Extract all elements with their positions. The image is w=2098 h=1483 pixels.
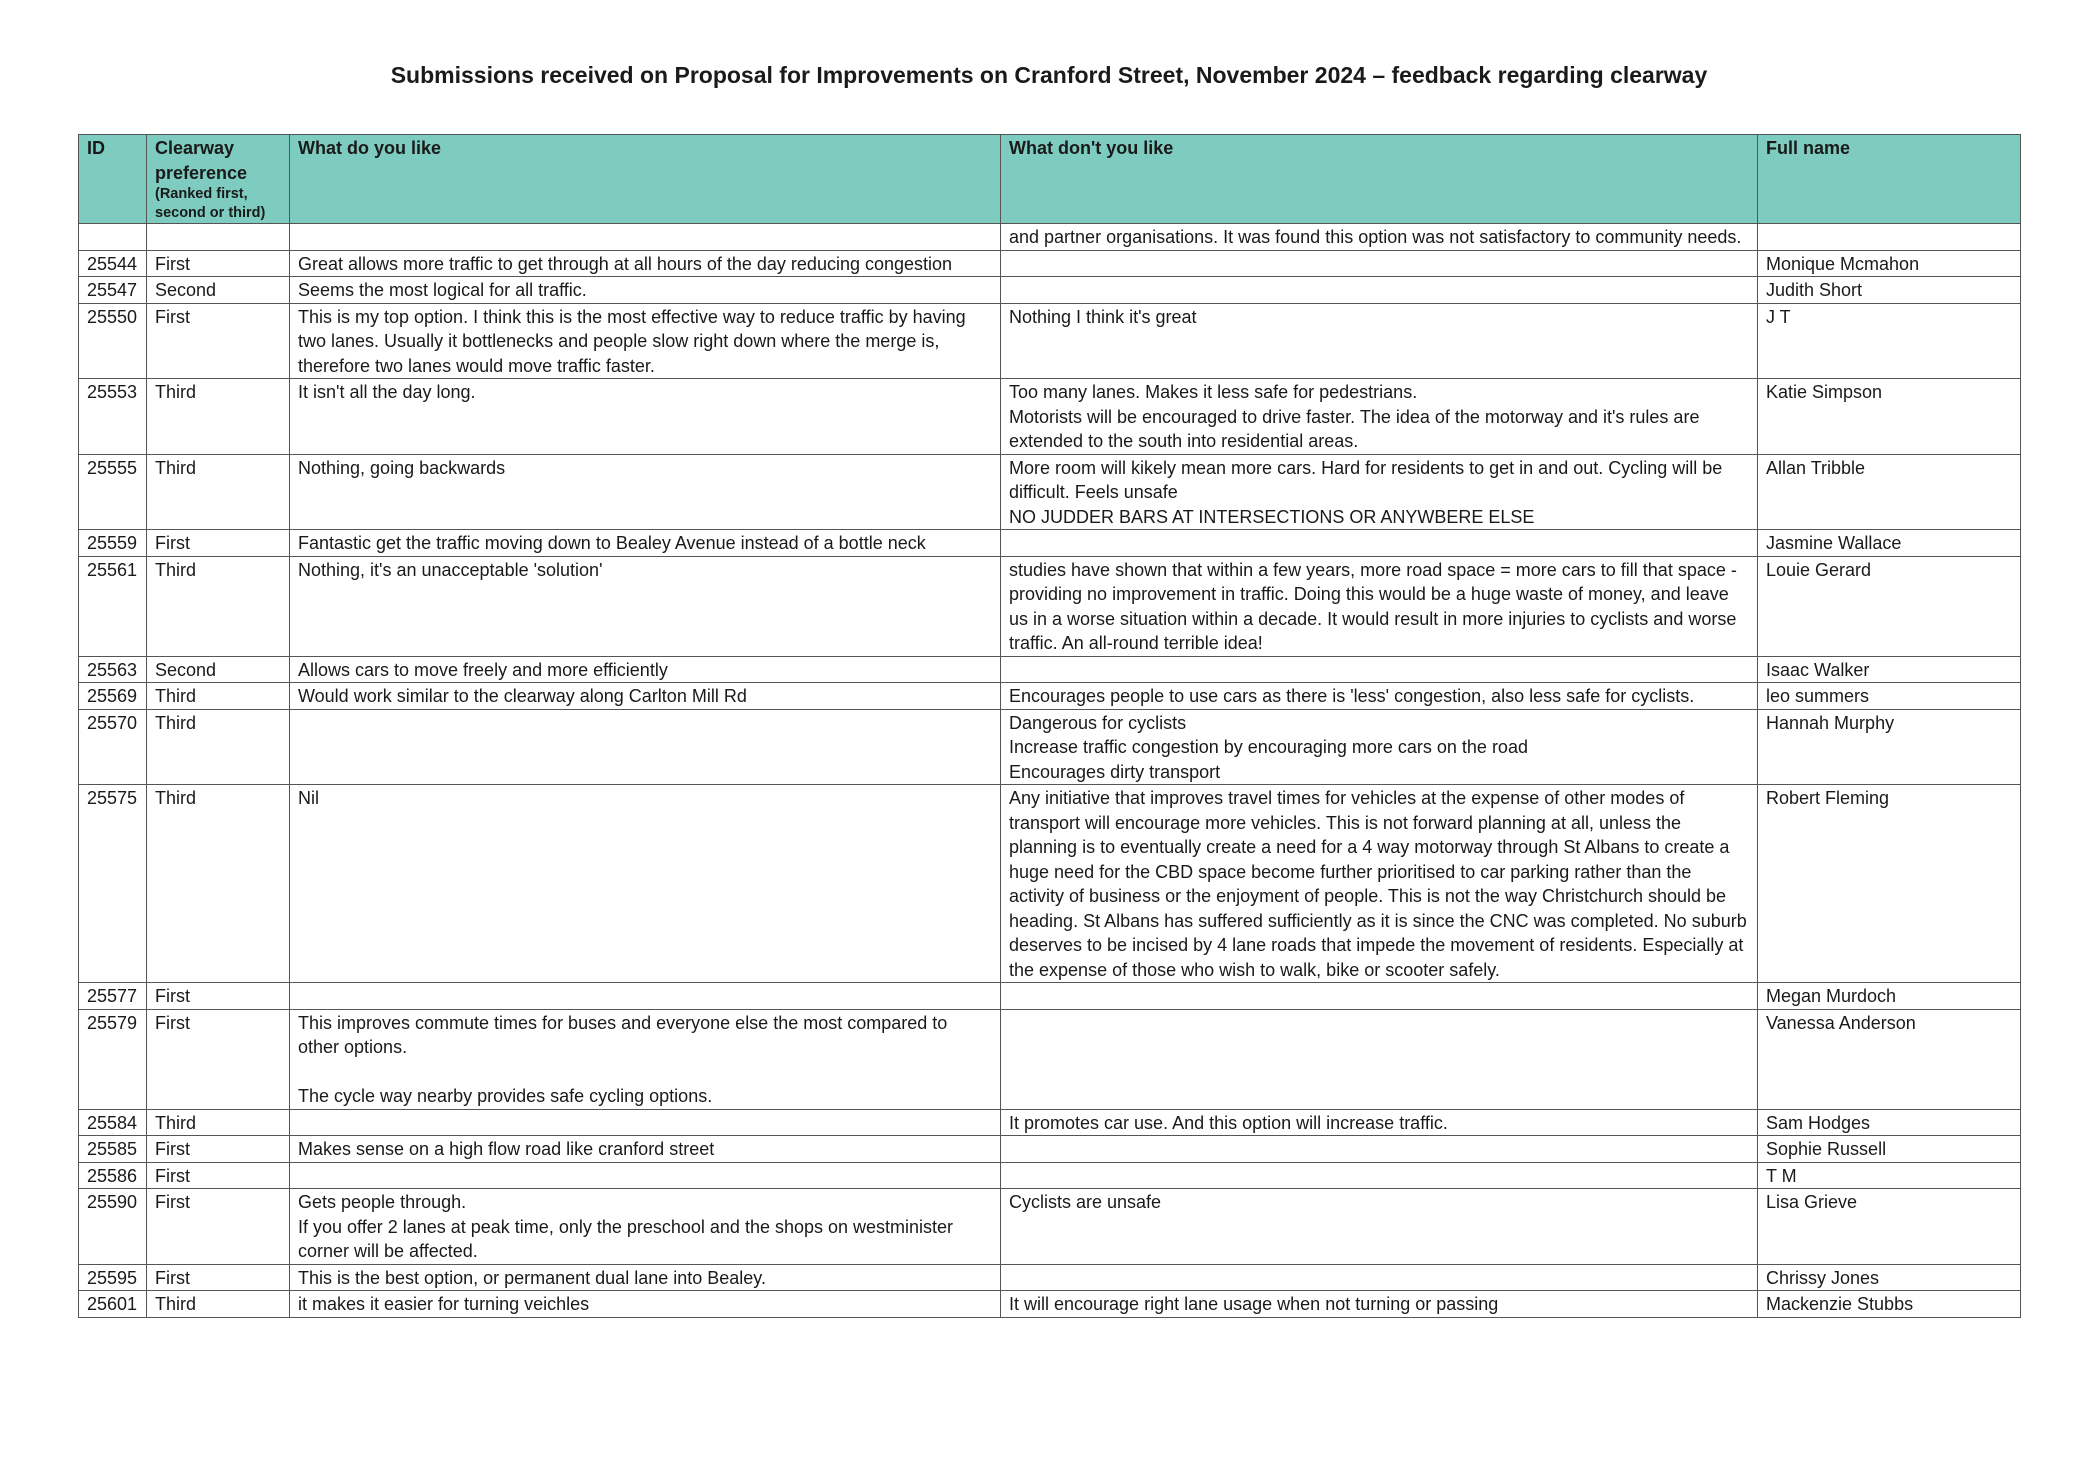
cell-like — [290, 1162, 1001, 1189]
cell-like: Would work similar to the clearway along Carlton Mill Rd — [290, 683, 1001, 710]
cell-dislike — [1001, 983, 1758, 1010]
cell-like: it makes it easier for turning veichles — [290, 1291, 1001, 1318]
cell-dislike — [1001, 656, 1758, 683]
table-header-row — [79, 135, 2021, 224]
cell-id: 25601 — [79, 1291, 147, 1318]
cell-preference: First — [147, 983, 290, 1010]
cell-id: 25577 — [79, 983, 147, 1010]
cell-like: Nothing, going backwards — [290, 454, 1001, 530]
cell-full-name: Judith Short — [1758, 277, 2021, 304]
cell-dislike — [1001, 277, 1758, 304]
cell-like — [290, 224, 1001, 251]
cell-full-name: T M — [1758, 1162, 2021, 1189]
cell-preference: Third — [147, 785, 290, 983]
cell-full-name: Mackenzie Stubbs — [1758, 1291, 2021, 1318]
table-body — [79, 224, 2021, 1318]
cell-id — [79, 224, 147, 251]
cell-id: 25569 — [79, 683, 147, 710]
cell-like: Fantastic get the traffic moving down to Bealey Avenue instead of a bottle neck — [290, 530, 1001, 557]
cell-full-name: Sophie Russell — [1758, 1136, 2021, 1163]
cell-id: 25584 — [79, 1109, 147, 1136]
cell-like: Great allows more traffic to get through at all hours of the day reducing congestion — [290, 250, 1001, 277]
cell-dislike: Any initiative that improves travel times for vehicles at the expense of other modes of transport will encourage more vehicles. This is not forward planning at all, unless the planning is to eventually create a need for a 4 way motorway through St Albans to create a huge need for the CBD space become further prioritised to car parking rather than the activity of business or the enjoyment of people. This is not the way Christchurch should be heading. St Albans has suffered sufficiently as it is since the CNC was completed. No suburb deserves to be incised by 4 lane roads that impede the movement of residents. Especially at the expense of those who wish to walk, bike or scooter safely. — [1001, 785, 1758, 983]
cell-like: Makes sense on a high flow road like cranford street — [290, 1136, 1001, 1163]
cell-id: 25544 — [79, 250, 147, 277]
header-preference-label: Clearway preference — [155, 138, 248, 183]
table-row — [79, 709, 2021, 785]
cell-full-name: Allan Tribble — [1758, 454, 2021, 530]
cell-full-name — [1758, 224, 2021, 251]
cell-full-name: Isaac Walker — [1758, 656, 2021, 683]
cell-preference: Third — [147, 556, 290, 656]
cell-like: Seems the most logical for all traffic. — [290, 277, 1001, 304]
cell-full-name: Chrissy Jones — [1758, 1264, 2021, 1291]
table-row — [79, 224, 2021, 251]
cell-full-name: Robert Fleming — [1758, 785, 2021, 983]
cell-full-name: Sam Hodges — [1758, 1109, 2021, 1136]
page-title: Submissions received on Proposal for Improvements on Cranford Street, November 2024 – feedback regarding clearway — [390, 62, 1708, 88]
cell-id: 25547 — [79, 277, 147, 304]
header-name — [1758, 135, 2021, 224]
cell-id: 25579 — [79, 1009, 147, 1109]
cell-id: 25563 — [79, 656, 147, 683]
cell-preference: Third — [147, 709, 290, 785]
cell-preference: Third — [147, 683, 290, 710]
cell-dislike: Cyclists are unsafe — [1001, 1189, 1758, 1265]
header-dislike — [1001, 135, 1758, 224]
table-row — [79, 1264, 2021, 1291]
cell-like: Nothing, it's an unacceptable 'solution' — [290, 556, 1001, 656]
cell-dislike: Nothing I think it's great — [1001, 303, 1758, 379]
cell-preference: First — [147, 1189, 290, 1265]
cell-preference: Third — [147, 1109, 290, 1136]
cell-full-name: Megan Murdoch — [1758, 983, 2021, 1010]
cell-like — [290, 1109, 1001, 1136]
cell-full-name: J T — [1758, 303, 2021, 379]
header-dislike-label: What don't you like — [1009, 138, 1174, 158]
table-row — [79, 303, 2021, 379]
cell-full-name: Katie Simpson — [1758, 379, 2021, 455]
header-like — [290, 135, 1001, 224]
cell-preference: Third — [147, 379, 290, 455]
header-id — [79, 135, 147, 224]
cell-preference: First — [147, 530, 290, 557]
table-row — [79, 1291, 2021, 1318]
cell-dislike — [1001, 250, 1758, 277]
cell-preference: First — [147, 1162, 290, 1189]
cell-full-name: Lisa Grieve — [1758, 1189, 2021, 1265]
cell-preference: First — [147, 1264, 290, 1291]
cell-preference: First — [147, 303, 290, 379]
table-row — [79, 983, 2021, 1010]
header-name-label: Full name — [1766, 138, 1851, 158]
table-row — [79, 1009, 2021, 1109]
cell-preference — [147, 224, 290, 251]
cell-dislike: More room will kikely mean more cars. Hard for residents to get in and out. Cycling will be difficult. Feels unsafe NO JUDDER BARS AT INTERSECTIONS OR ANYWBERE ELSE — [1001, 454, 1758, 530]
cell-preference: Third — [147, 1291, 290, 1318]
cell-dislike — [1001, 1009, 1758, 1109]
cell-id: 25570 — [79, 709, 147, 785]
cell-preference: First — [147, 1009, 290, 1109]
header-preference — [147, 135, 290, 224]
cell-like: Allows cars to move freely and more efficiently — [290, 656, 1001, 683]
cell-like: Gets people through. If you offer 2 lanes at peak time, only the preschool and the shops on westminister corner will be affected. — [290, 1189, 1001, 1265]
table-row — [79, 1136, 2021, 1163]
cell-dislike: Dangerous for cyclists Increase traffic congestion by encouraging more cars on the road Encourages dirty transport — [1001, 709, 1758, 785]
cell-preference: Second — [147, 656, 290, 683]
cell-full-name: Hannah Murphy — [1758, 709, 2021, 785]
header-id-label: ID — [87, 138, 105, 158]
cell-like — [290, 709, 1001, 785]
cell-full-name: Jasmine Wallace — [1758, 530, 2021, 557]
cell-id: 25553 — [79, 379, 147, 455]
table-row — [79, 379, 2021, 455]
cell-like — [290, 983, 1001, 1010]
table-row — [79, 250, 2021, 277]
cell-dislike — [1001, 1264, 1758, 1291]
cell-like: It isn't all the day long. — [290, 379, 1001, 455]
cell-dislike: It promotes car use. And this option will increase traffic. — [1001, 1109, 1758, 1136]
cell-dislike: It will encourage right lane usage when not turning or passing — [1001, 1291, 1758, 1318]
cell-id: 25550 — [79, 303, 147, 379]
cell-id: 25561 — [79, 556, 147, 656]
cell-id: 25595 — [79, 1264, 147, 1291]
table-row — [79, 530, 2021, 557]
table-row — [79, 1109, 2021, 1136]
table-row — [79, 1162, 2021, 1189]
submissions-table — [78, 134, 2021, 1318]
cell-full-name: Monique Mcmahon — [1758, 250, 2021, 277]
cell-id: 25555 — [79, 454, 147, 530]
table-row — [79, 454, 2021, 530]
cell-like: This improves commute times for buses and everyone else the most compared to other options. The cycle way nearby provides safe cycling options. — [290, 1009, 1001, 1109]
cell-dislike — [1001, 1136, 1758, 1163]
cell-dislike: Too many lanes. Makes it less safe for pedestrians. Motorists will be encouraged to drive faster. The idea of the motorway and it's rules are extended to the south into residential areas. — [1001, 379, 1758, 455]
cell-id: 25559 — [79, 530, 147, 557]
cell-dislike — [1001, 1162, 1758, 1189]
cell-id: 25586 — [79, 1162, 147, 1189]
table-row — [79, 277, 2021, 304]
cell-dislike: studies have shown that within a few years, more road space = more cars to fill that space - providing no improvement in traffic. Doing this would be a huge waste of money, and leave us in a worse situation within a decade. It would result in more injuries to cyclists and worse traffic. An all-round terrible idea! — [1001, 556, 1758, 656]
table-row — [79, 556, 2021, 656]
table-row — [79, 785, 2021, 983]
table-row — [79, 1189, 2021, 1265]
header-preference-note: (Ranked first, second or third) — [155, 186, 266, 221]
cell-id: 25590 — [79, 1189, 147, 1265]
cell-id: 25585 — [79, 1136, 147, 1163]
cell-id: 25575 — [79, 785, 147, 983]
cell-preference: Third — [147, 454, 290, 530]
table-row — [79, 683, 2021, 710]
cell-dislike — [1001, 530, 1758, 557]
cell-full-name: Vanessa Anderson — [1758, 1009, 2021, 1109]
cell-like: This is the best option, or permanent dual lane into Bealey. — [290, 1264, 1001, 1291]
cell-preference: Second — [147, 277, 290, 304]
cell-like: This is my top option. I think this is the most effective way to reduce traffic by having two lanes. Usually it bottlenecks and people slow right down where the merge is, therefore two lanes would move traffic faster. — [290, 303, 1001, 379]
cell-dislike: Encourages people to use cars as there is 'less' congestion, also less safe for cyclists. — [1001, 683, 1758, 710]
cell-full-name: Louie Gerard — [1758, 556, 2021, 656]
header-like-label: What do you like — [298, 138, 442, 158]
cell-like: Nil — [290, 785, 1001, 983]
cell-preference: First — [147, 250, 290, 277]
cell-full-name: leo summers — [1758, 683, 2021, 710]
cell-preference: First — [147, 1136, 290, 1163]
table-row — [79, 656, 2021, 683]
cell-dislike: and partner organisations. It was found this option was not satisfactory to community needs. — [1001, 224, 1758, 251]
